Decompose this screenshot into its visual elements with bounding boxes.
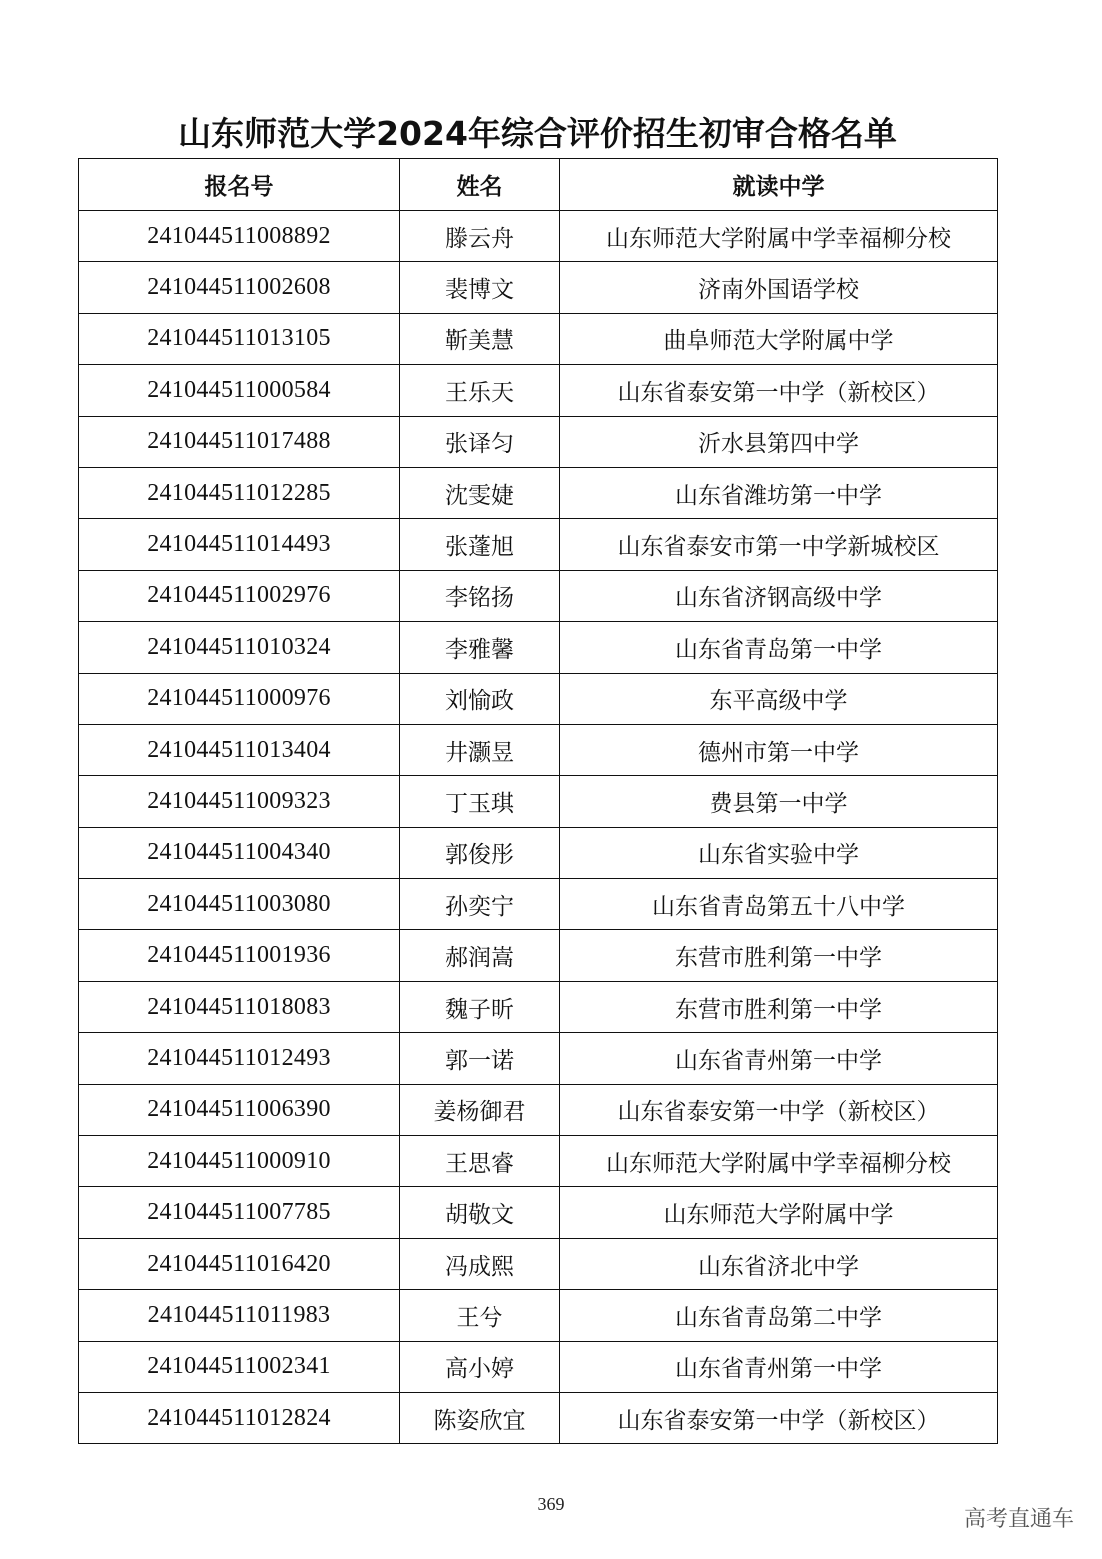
table-row [79,1084,998,1135]
table-row [79,416,998,467]
table-row [79,1238,998,1289]
student-name-cell: 郝润嵩 [400,930,560,981]
student-name-cell: 魏子昕 [400,981,560,1032]
student-name-cell: 高小婷 [400,1341,560,1392]
registration-number-cell: 241044511002976 [79,570,400,621]
registration-number-cell: 241044511006390 [79,1084,400,1135]
registration-number-cell: 241044511012824 [79,1392,400,1443]
registration-number-cell: 241044511010324 [79,622,400,673]
table-row [79,365,998,416]
school-cell: 山东省青岛第五十八中学 [560,879,998,930]
school-cell: 东营市胜利第一中学 [560,981,998,1032]
table-row [79,1033,998,1084]
registration-number-cell: 241044511001936 [79,930,400,981]
school-cell: 山东师范大学附属中学幸福柳分校 [560,1136,998,1187]
registration-number-cell: 241044511016420 [79,1238,400,1289]
school-cell: 山东师范大学附属中学 [560,1187,998,1238]
registration-number-cell: 241044511011983 [79,1290,400,1341]
admission-list-table [78,158,998,1444]
registration-number-cell: 241044511007785 [79,1187,400,1238]
school-cell: 山东省潍坊第一中学 [560,467,998,518]
registration-number-cell: 241044511013105 [79,313,400,364]
registration-number-cell: 241044511017488 [79,416,400,467]
student-name-cell: 裴博文 [400,262,560,313]
table-body [79,211,998,1444]
registration-number-cell: 241044511002341 [79,1341,400,1392]
table-row [79,211,998,262]
registration-number-cell: 241044511014493 [79,519,400,570]
school-cell: 山东省青岛第二中学 [560,1290,998,1341]
table-row [79,1187,998,1238]
student-name-cell: 冯成熙 [400,1238,560,1289]
school-cell: 沂水县第四中学 [560,416,998,467]
school-cell: 山东省泰安第一中学（新校区） [560,365,998,416]
table-row [79,570,998,621]
student-name-cell: 陈姿欣宜 [400,1392,560,1443]
table-row [79,724,998,775]
school-cell: 山东师范大学附属中学幸福柳分校 [560,211,998,262]
table-row [79,673,998,724]
table-row [79,827,998,878]
registration-number-cell: 241044511012285 [79,467,400,518]
table-row [79,622,998,673]
registration-number-cell: 241044511009323 [79,776,400,827]
registration-number-cell: 241044511000584 [79,365,400,416]
student-name-cell: 滕云舟 [400,211,560,262]
student-name-cell: 王兮 [400,1290,560,1341]
table-row [79,519,998,570]
table-row [79,262,998,313]
student-name-cell: 丁玉琪 [400,776,560,827]
registration-number-cell: 241044511008892 [79,211,400,262]
school-cell: 东营市胜利第一中学 [560,930,998,981]
school-cell: 山东省泰安第一中学（新校区） [560,1392,998,1443]
table-header-row [79,159,998,211]
table-row [79,776,998,827]
registration-number-cell: 241044511000976 [79,673,400,724]
student-name-cell: 张译匀 [400,416,560,467]
registration-number-cell: 241044511013404 [79,724,400,775]
school-cell: 东平高级中学 [560,673,998,724]
table-row [79,879,998,930]
school-cell: 山东省泰安市第一中学新城校区 [560,519,998,570]
table-row [79,1290,998,1341]
school-cell: 曲阜师范大学附属中学 [560,313,998,364]
student-name-cell: 靳美慧 [400,313,560,364]
school-cell: 山东省济钢高级中学 [560,570,998,621]
student-name-cell: 李雅馨 [400,622,560,673]
student-name-cell: 胡敬文 [400,1187,560,1238]
school-cell: 山东省泰安第一中学（新校区） [560,1084,998,1135]
school-cell: 山东省青州第一中学 [560,1033,998,1084]
registration-number-cell: 241044511000910 [79,1136,400,1187]
table-row [79,1341,998,1392]
student-name-cell: 郭俊彤 [400,827,560,878]
student-name-cell: 沈雯婕 [400,467,560,518]
table-row [79,981,998,1032]
school-cell: 济南外国语学校 [560,262,998,313]
registration-number-cell: 241044511002608 [79,262,400,313]
student-name-cell: 孙奕宁 [400,879,560,930]
student-name-cell: 井灏昱 [400,724,560,775]
header-registration-number: 报名号 [79,159,400,211]
page-number: 369 [537,1494,565,1514]
student-name-cell: 李铭扬 [400,570,560,621]
header-name: 姓名 [400,159,560,211]
registration-number-cell: 241044511004340 [79,827,400,878]
table-row [79,467,998,518]
table-row [79,1392,998,1443]
page-title: 山东师范大学2024年综合评价招生初审合格名单 [178,114,897,153]
school-cell: 山东省青州第一中学 [560,1341,998,1392]
student-name-cell: 姜杨御君 [400,1084,560,1135]
registration-number-cell: 241044511012493 [79,1033,400,1084]
watermark: 高考直通车 [963,1507,1074,1532]
school-cell: 山东省青岛第一中学 [560,622,998,673]
table-row [79,1136,998,1187]
student-name-cell: 王乐天 [400,365,560,416]
student-name-cell: 王思睿 [400,1136,560,1187]
student-name-cell: 张蓬旭 [400,519,560,570]
student-name-cell: 刘愉政 [400,673,560,724]
header-school: 就读中学 [560,159,998,211]
table-row [79,313,998,364]
student-name-cell: 郭一诺 [400,1033,560,1084]
registration-number-cell: 241044511003080 [79,879,400,930]
table-row [79,930,998,981]
school-cell: 山东省实验中学 [560,827,998,878]
registration-number-cell: 241044511018083 [79,981,400,1032]
school-cell: 费县第一中学 [560,776,998,827]
school-cell: 山东省济北中学 [560,1238,998,1289]
school-cell: 德州市第一中学 [560,724,998,775]
